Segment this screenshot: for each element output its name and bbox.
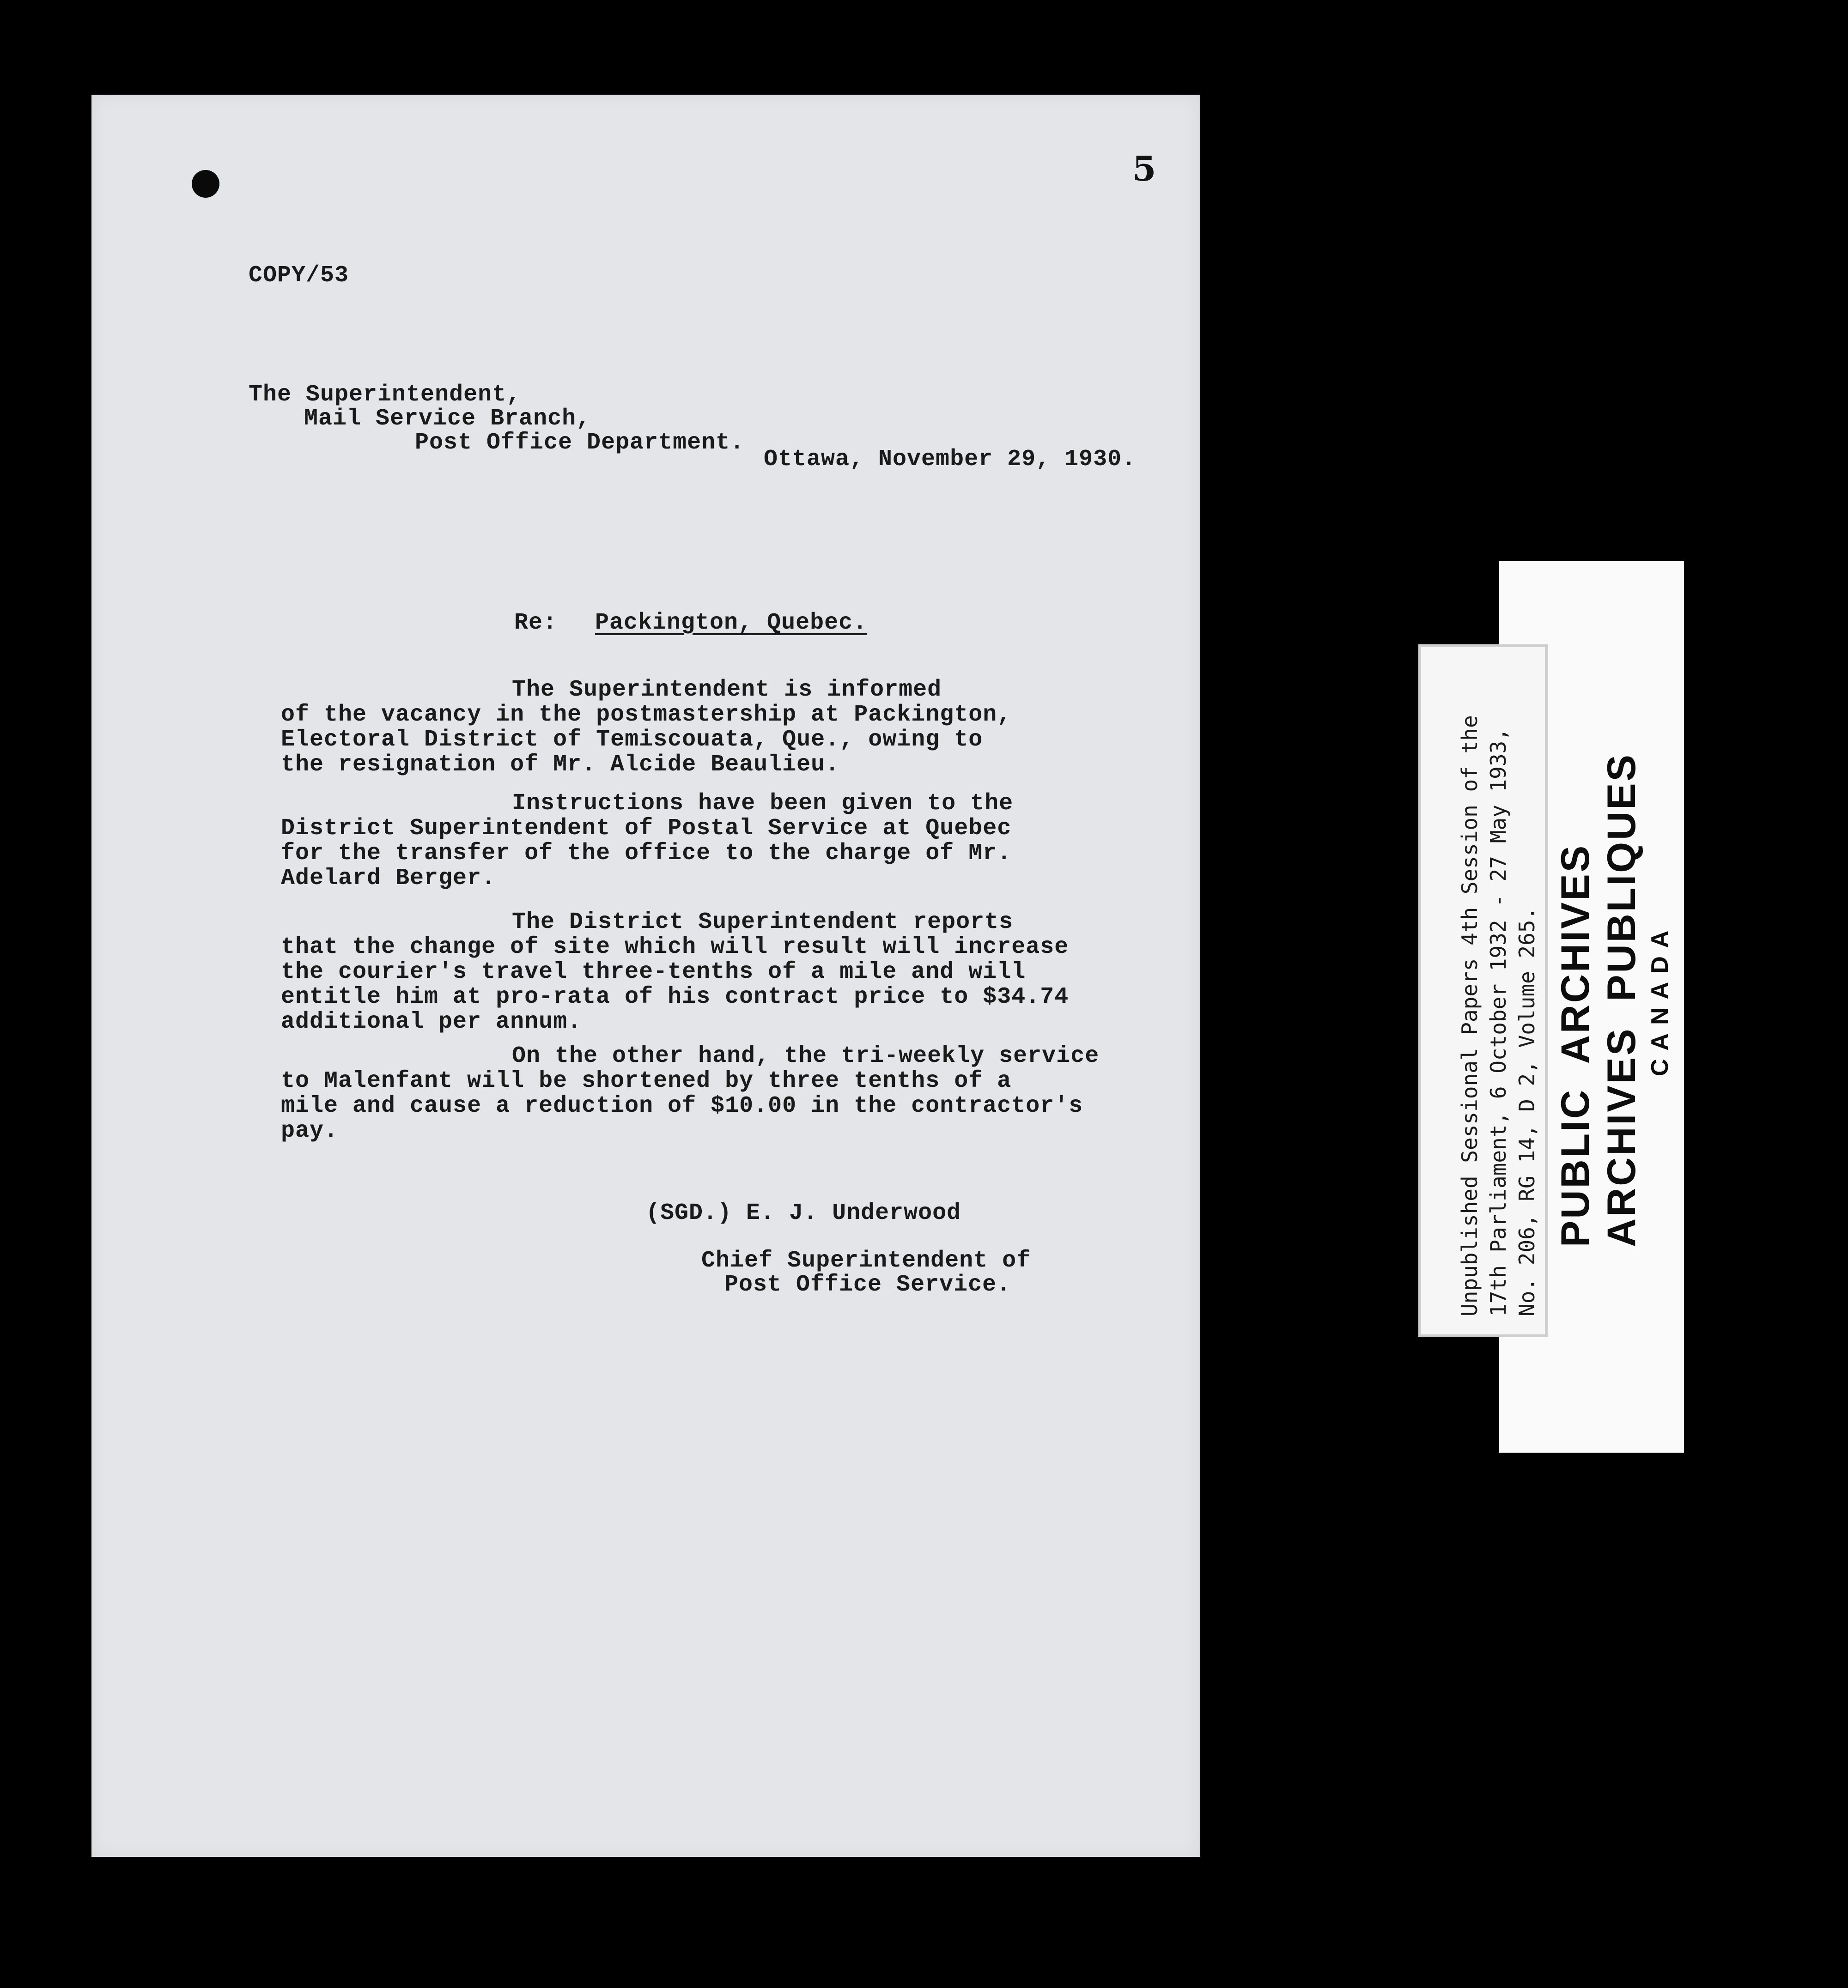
archive-citation-text: Unpublished Sessional Papers 4th Session of the 17th Parliament, 6 October 1932 - 27 May 1933, No. 206, RG 14, D 2, Volume 265. [1457,715,1539,1316]
letter-date: Ottawa, November 29, 1930. [764,446,1137,473]
paragraph-2 [281,791,1205,891]
paragraph-1-body: of the vacancy in the postmastership at Packington, Electoral District of Temiscouata, Que., owing to the resignation of Mr. Alcide Beaulieu. [281,702,1012,778]
paragraph-2-body: District Superintendent of Postal Service at Quebec for the transfer of the office to the charge of Mr. Adelard Berger. [281,815,1012,891]
archives-stamp-line-1: PUBLIC ARCHIVES [1553,843,1598,1247]
archives-stamp [1552,753,1675,1247]
paragraph-3-first-line: The District Superintendent reports [512,909,1014,935]
document-page [91,95,1200,1857]
paragraph-2-first-line: Instructions have been given to the [512,790,1014,817]
archives-stamp-line-3: CANADA [1647,922,1673,1076]
paragraph-3 [281,910,1205,1035]
archives-stamp-line-2: ARCHIVES PUBLIQUES [1599,753,1644,1247]
paragraph-4 [281,1044,1205,1144]
subject-value: Packington, Quebec. [595,610,868,636]
signature-line: (SGD.) E. J. Underwood [646,1200,961,1226]
paragraph-1-first-line: The Superintendent is informed [512,677,942,703]
addressee-line-2: Mail Service Branch, [304,406,591,432]
paragraph-3-body: that the change of site which will result will increase the courier's travel three-tenths of a mile and will entitle him at pro-rata of his contract price to $34.74 additional per annum. [281,934,1069,1035]
punch-hole [192,170,219,198]
addressee-line-1: The Superintendent, [249,382,521,408]
page-number: 5 [1132,149,1156,189]
paragraph-1 [281,678,1205,777]
addressee-line-3: Post Office Department. [415,430,745,456]
reference-code: COPY/53 [249,262,349,289]
paragraph-4-body: to Malenfant will be shortened by three tenths of a mile and cause a reduction of $10.00 in the contractor's pay. [281,1068,1083,1144]
subject-label: Re: [514,610,558,636]
signatory-title-line-2: Post Office Service. [724,1272,1011,1298]
signatory-title-line-1: Chief Superintendent of [701,1248,1031,1274]
paragraph-4-first-line: On the other hand, the tri-weekly service [512,1043,1100,1069]
